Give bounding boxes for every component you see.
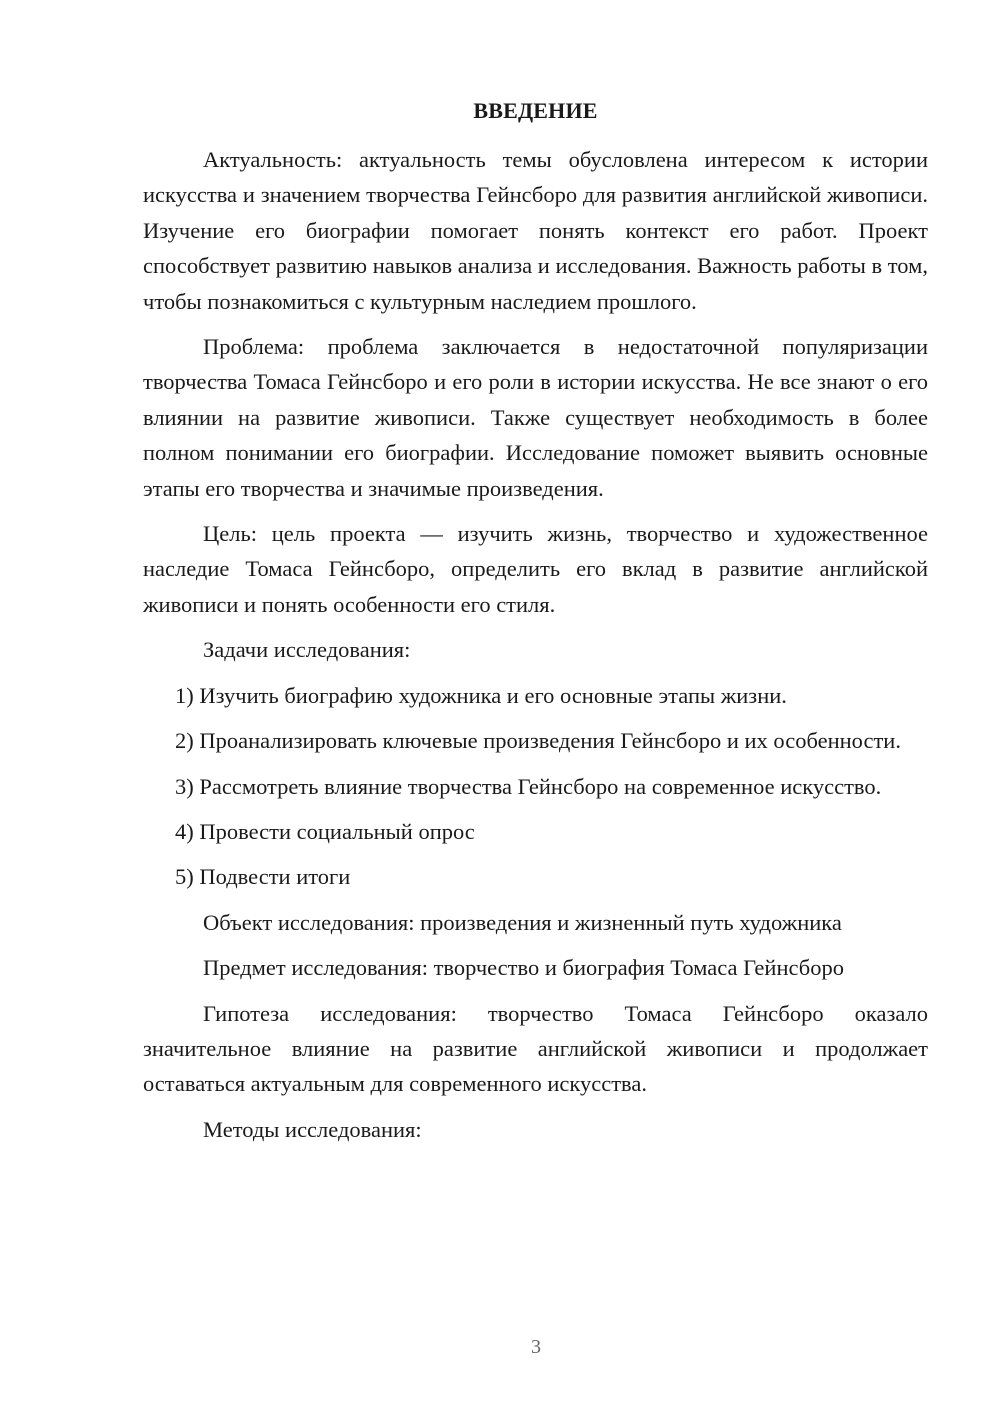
paragraph-subject: Предмет исследования: творчество и биография Томаса Гейнсборо [203,955,844,981]
paragraph-object: Объект исследования: произведения и жизненный путь художника [203,909,842,935]
task-item: 3) Рассмотреть влияние творчества Гейнсборо на современное искусство. [175,773,882,799]
task-item: 1) Изучить биографию художника и его основные этапы жизни. [175,682,787,708]
task-item: 4) Провести социальный опрос [175,818,475,844]
tasks-heading: Задачи исследования: [203,637,411,663]
paragraph-hypothesis: Гипотеза исследования: творчество Томаса Гейнсборо оказало значительное влияние на развитие английской живописи и продолжает оставаться актуальным для современного искусства. [143,1000,928,1097]
section-title: ВВЕДЕНИЕ [473,98,598,123]
task-item: 2) Проанализировать ключевые произведения Гейнсборо и их особенности. [175,728,901,754]
paragraph-problem: Проблема: проблема заключается в недостаточной популяризации творчества Томаса Гейнсборо и его роли в истории искусства. Не все знают о его влиянии на развитие живописи. Также существует необходимость в более полном понимании его биографии. Исследование поможет выявить основные этапы его творчества и значимые произведения. [143,334,928,501]
methods-heading: Методы исследования: [203,1116,422,1142]
task-item: 5) Подвести итоги [175,864,351,890]
page-number: 3 [531,1336,541,1358]
paragraph-relevance: Актуальность: актуальность темы обусловлена интересом к истории искусства и значением творчества Гейнсборо для развития английской живописи. Изучение его биографии помогает понять контекст его работ. Проект способствует развитию навыков анализа и исследования. Важность работы в том, чтобы познакомиться с культурным наследием прошлого. [143,147,928,314]
document-body [143,142,928,1147]
paragraph-goal: Цель: цель проекта — изучить жизнь, творчество и художественное наследие Томаса Гейнсборо, определить его вклад в развитие английской живописи и понять особенности его стиля. [143,521,928,617]
